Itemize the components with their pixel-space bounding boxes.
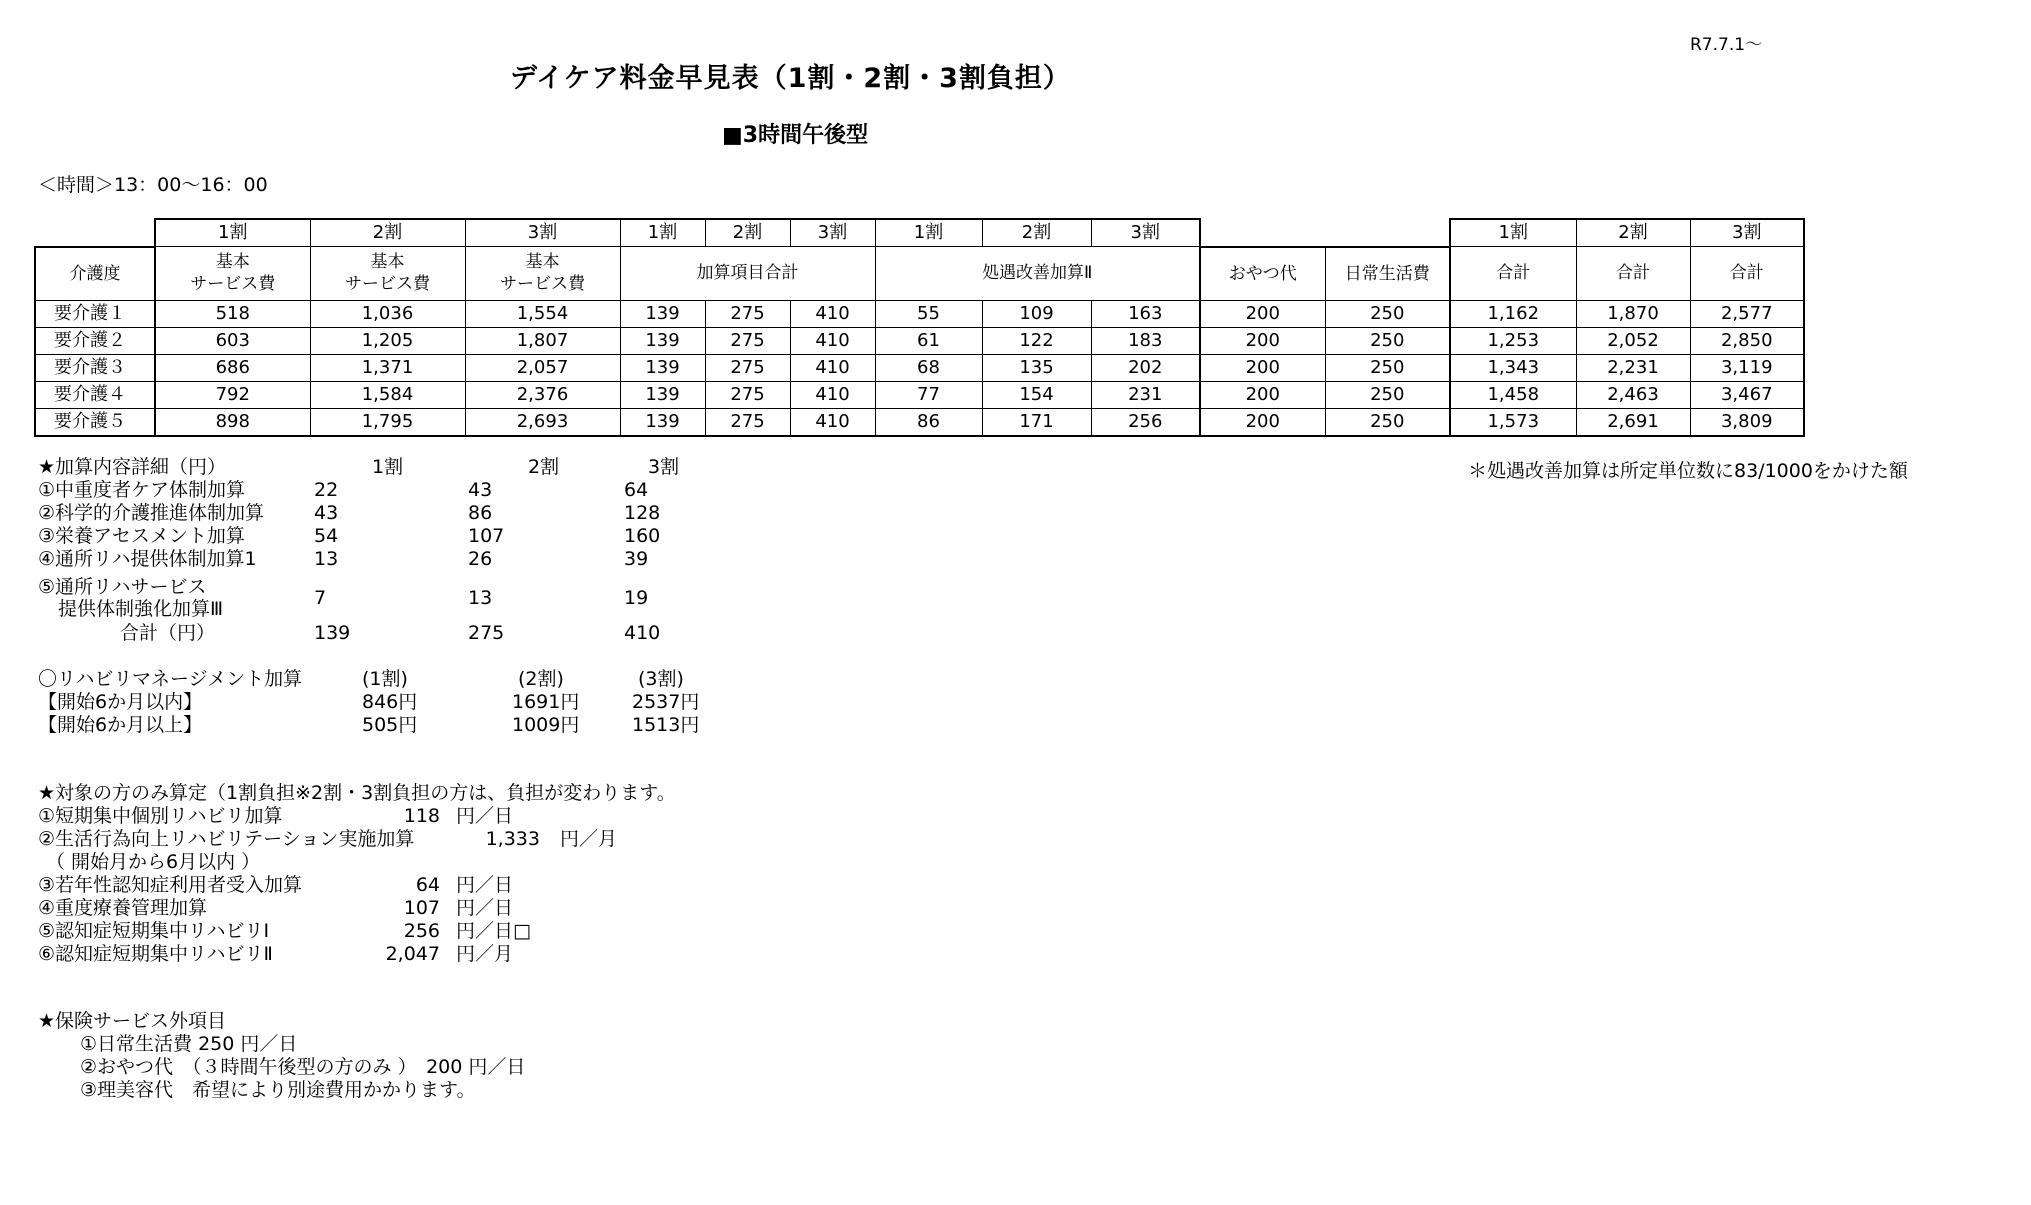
header-row-labels [35,247,1804,301]
target-item-name: （ 開始月から6月以内 ） [46,851,261,873]
addition-header: 加算項目合計 [620,247,875,301]
target-item-name: ⑥認知症短期集中リハビリⅡ [38,943,273,965]
col-add-3: 3割 [790,219,875,247]
basic-fee-1-cell: 686 [155,354,310,381]
addition-item-name: ①中重度者ケア体制加算 [38,479,246,501]
basic-fee-2-cell: 1,584 [310,381,465,408]
improvement-header: 処遇改善加算Ⅱ [875,247,1200,301]
total-2-cell: 2,691 [1576,408,1690,436]
addition-item-value: 128 [624,502,661,524]
rehab-col-2: (2割) [518,668,564,690]
addition-item-5-v1: 7 [314,587,327,609]
addition-item-5-v2: 13 [468,587,493,609]
rehab-col-3: (3割) [638,668,684,690]
total-header-3: 合計 [1690,247,1804,301]
total-1-cell: 1,343 [1450,354,1576,381]
col-total-3: 3割 [1690,219,1804,247]
improvement-3-cell: 163 [1091,300,1200,327]
daily-cell: 250 [1325,327,1450,354]
addition-item-value: 43 [468,479,493,501]
rehab-row-1-v3: 2537円 [632,691,700,713]
basic-fee-1-cell: 898 [155,408,310,436]
addition-item-name: ②科学的介護推進体制加算 [38,502,265,524]
rehab-row-2-v3: 1513円 [632,714,700,736]
page-title: デイケア料金早見表（1割・2割・3割負担） [510,63,1071,94]
snack-cell: 200 [1200,408,1325,436]
total-header-2: 合計 [1576,247,1690,301]
addition-item-value: 107 [468,525,505,547]
rehab-row-1-v2: 1691円 [512,691,580,713]
non-insurance-item: ③理美容代 希望により別途費用かかります。 [80,1079,476,1101]
addition-item-5-line1: ⑤通所リハサービス [38,576,207,598]
addition-total-v2: 275 [468,622,505,644]
snack-cell: 200 [1200,381,1325,408]
target-only-title: ★対象の方のみ算定（1割負担※2割・3割負担の方は、負担が変わります。 [38,782,676,804]
addition-col-2: 2割 [528,456,560,478]
target-item-amount: 2,047 [385,943,440,965]
target-item-amount: 64 [415,874,440,896]
col-basic-1: 1割 [155,219,310,247]
total-3-cell: 2,577 [1690,300,1804,327]
addition-total-label: 合計（円） [120,622,216,644]
addition-item-value: 86 [468,502,493,524]
addition-item-value: 54 [314,525,339,547]
improvement-2-cell: 122 [982,327,1091,354]
target-item-unit: 円／月 [456,943,514,965]
total-3-cell: 2,850 [1690,327,1804,354]
target-item-amount: 118 [403,805,440,827]
target-item-unit: 円／月 [560,828,618,850]
addition-total-v1: 139 [314,622,351,644]
addition-2-cell: 275 [705,300,790,327]
total-1-cell: 1,458 [1450,381,1576,408]
target-item-name: ①短期集中個別リハビリ加算 [38,805,283,827]
addition-item-name: ④通所リハ提供体制加算1 [38,548,257,570]
basic-header-3: 基本 サービス費 [465,247,620,301]
addition-item-value: 26 [468,548,493,570]
basic-fee-3-cell: 1,554 [465,300,620,327]
addition-2-cell: 275 [705,354,790,381]
basic-fee-1-cell: 603 [155,327,310,354]
total-1-cell: 1,253 [1450,327,1576,354]
col-basic-3: 3割 [465,219,620,247]
col-add-2: 2割 [705,219,790,247]
basic-fee-3-cell: 2,057 [465,354,620,381]
total-3-cell: 3,467 [1690,381,1804,408]
col-imp-3: 3割 [1091,219,1200,247]
col-imp-1: 1割 [875,219,982,247]
basic-fee-3-cell: 1,807 [465,327,620,354]
basic-fee-2-cell: 1,036 [310,300,465,327]
total-1-cell: 1,162 [1450,300,1576,327]
addition-item-5-line2: 提供体制強化加算Ⅲ [58,598,224,620]
addition-col-3: 3割 [648,456,680,478]
target-item-amount: 107 [403,897,440,919]
addition-item-value: 64 [624,479,649,501]
total-3-cell: 3,809 [1690,408,1804,436]
target-item-name: ④重度療養管理加算 [38,897,208,919]
addition-2-cell: 275 [705,327,790,354]
target-item-unit: 円／日 [456,805,514,827]
header-row-ratio [35,219,1804,247]
improvement-1-cell: 55 [875,300,982,327]
care-level-cell: 要介護２ [35,327,155,354]
improvement-3-cell: 202 [1091,354,1200,381]
total-1-cell: 1,573 [1450,408,1576,436]
addition-3-cell: 410 [790,381,875,408]
addition-item-5-v3: 19 [624,587,649,609]
addition-details-title: ★加算内容詳細（円） [38,456,227,478]
addition-1-cell: 139 [620,300,705,327]
total-2-cell: 2,463 [1576,381,1690,408]
target-item-amount: 1,333 [485,828,540,850]
total-2-cell: 2,231 [1576,354,1690,381]
daily-cell: 250 [1325,354,1450,381]
time-range: ＜時間＞13：00～16：00 [38,174,268,196]
addition-3-cell: 410 [790,354,875,381]
basic-fee-1-cell: 518 [155,300,310,327]
addition-1-cell: 139 [620,354,705,381]
table-row [35,381,1804,408]
improvement-2-cell: 109 [982,300,1091,327]
version-label: R7.7.1～ [1690,35,1763,55]
snack-header: おやつ代 [1200,247,1325,301]
addition-item-value: 13 [314,548,339,570]
table-row [35,408,1804,436]
basic-fee-2-cell: 1,205 [310,327,465,354]
page-subtitle: ■3時間午後型 [722,123,869,148]
improvement-2-cell: 135 [982,354,1091,381]
total-3-cell: 3,119 [1690,354,1804,381]
basic-fee-2-cell: 1,795 [310,408,465,436]
target-item-name: ②生活行為向上リハビリテーション実施加算 [38,828,415,850]
daily-header: 日常生活費 [1325,247,1450,301]
improvement-3-cell: 231 [1091,381,1200,408]
daily-cell: 250 [1325,300,1450,327]
table-row [35,300,1804,327]
basic-fee-2-cell: 1,371 [310,354,465,381]
basic-header-1: 基本 サービス費 [155,247,310,301]
care-level-cell: 要介護１ [35,300,155,327]
non-insurance-item: ②おやつ代 （３時間午後型の方のみ ） 200 円／日 [80,1056,526,1078]
improvement-2-cell: 171 [982,408,1091,436]
addition-item-value: 43 [314,502,339,524]
care-level-header: 介護度 [35,247,155,301]
target-item-name: ③若年性認知症利用者受入加算 [38,874,303,896]
rehab-col-1: (1割) [362,668,408,690]
col-add-1: 1割 [620,219,705,247]
daily-cell: 250 [1325,408,1450,436]
basic-header-2: 基本 サービス費 [310,247,465,301]
rehab-row-1-label: 【開始6か月以内】 [38,691,203,713]
table-row [35,354,1804,381]
addition-total-v3: 410 [624,622,661,644]
snack-cell: 200 [1200,354,1325,381]
rehab-row-2-v1: 505円 [362,714,418,736]
snack-cell: 200 [1200,327,1325,354]
fee-table [34,218,1805,437]
target-item-amount: 256 [403,920,440,942]
col-total-2: 2割 [1576,219,1690,247]
total-2-cell: 1,870 [1576,300,1690,327]
addition-3-cell: 410 [790,327,875,354]
col-imp-2: 2割 [982,219,1091,247]
improvement-1-cell: 86 [875,408,982,436]
snack-cell: 200 [1200,300,1325,327]
basic-fee-1-cell: 792 [155,381,310,408]
addition-3-cell: 410 [790,300,875,327]
addition-1-cell: 139 [620,408,705,436]
improvement-note: ＊処遇改善加算は所定単位数に83/1000をかけた額 [1468,460,1908,482]
col-total-1: 1割 [1450,219,1576,247]
addition-item-name: ③栄養アセスメント加算 [38,525,245,547]
care-level-cell: 要介護５ [35,408,155,436]
rehab-row-1-v1: 846円 [362,691,418,713]
improvement-2-cell: 154 [982,381,1091,408]
addition-1-cell: 139 [620,327,705,354]
rehab-title: 〇リハビリマネージメント加算 [38,668,303,690]
addition-1-cell: 139 [620,381,705,408]
care-level-cell: 要介護３ [35,354,155,381]
daily-cell: 250 [1325,381,1450,408]
addition-item-value: 160 [624,525,661,547]
addition-item-value: 22 [314,479,339,501]
addition-2-cell: 275 [705,408,790,436]
non-insurance-item: ①日常生活費 250 円／日 [80,1033,298,1055]
target-item-name: ⑤認知症短期集中リハビリⅠ [38,920,270,942]
improvement-1-cell: 61 [875,327,982,354]
addition-col-1: 1割 [372,456,404,478]
basic-fee-3-cell: 2,693 [465,408,620,436]
table-row [35,327,1804,354]
non-insurance-title: ★保険サービス外項目 [38,1010,227,1032]
care-level-cell: 要介護４ [35,381,155,408]
rehab-row-2-v2: 1009円 [512,714,580,736]
addition-3-cell: 410 [790,408,875,436]
target-item-unit: 円／日 [456,897,514,919]
improvement-3-cell: 183 [1091,327,1200,354]
total-header-1: 合計 [1450,247,1576,301]
improvement-1-cell: 77 [875,381,982,408]
improvement-1-cell: 68 [875,354,982,381]
basic-fee-3-cell: 2,376 [465,381,620,408]
improvement-3-cell: 256 [1091,408,1200,436]
col-basic-2: 2割 [310,219,465,247]
target-item-unit: 円／日□ [456,920,531,942]
total-2-cell: 2,052 [1576,327,1690,354]
rehab-row-2-label: 【開始6か月以上】 [38,714,203,736]
addition-2-cell: 275 [705,381,790,408]
addition-item-value: 39 [624,548,649,570]
target-item-unit: 円／日 [456,874,514,896]
